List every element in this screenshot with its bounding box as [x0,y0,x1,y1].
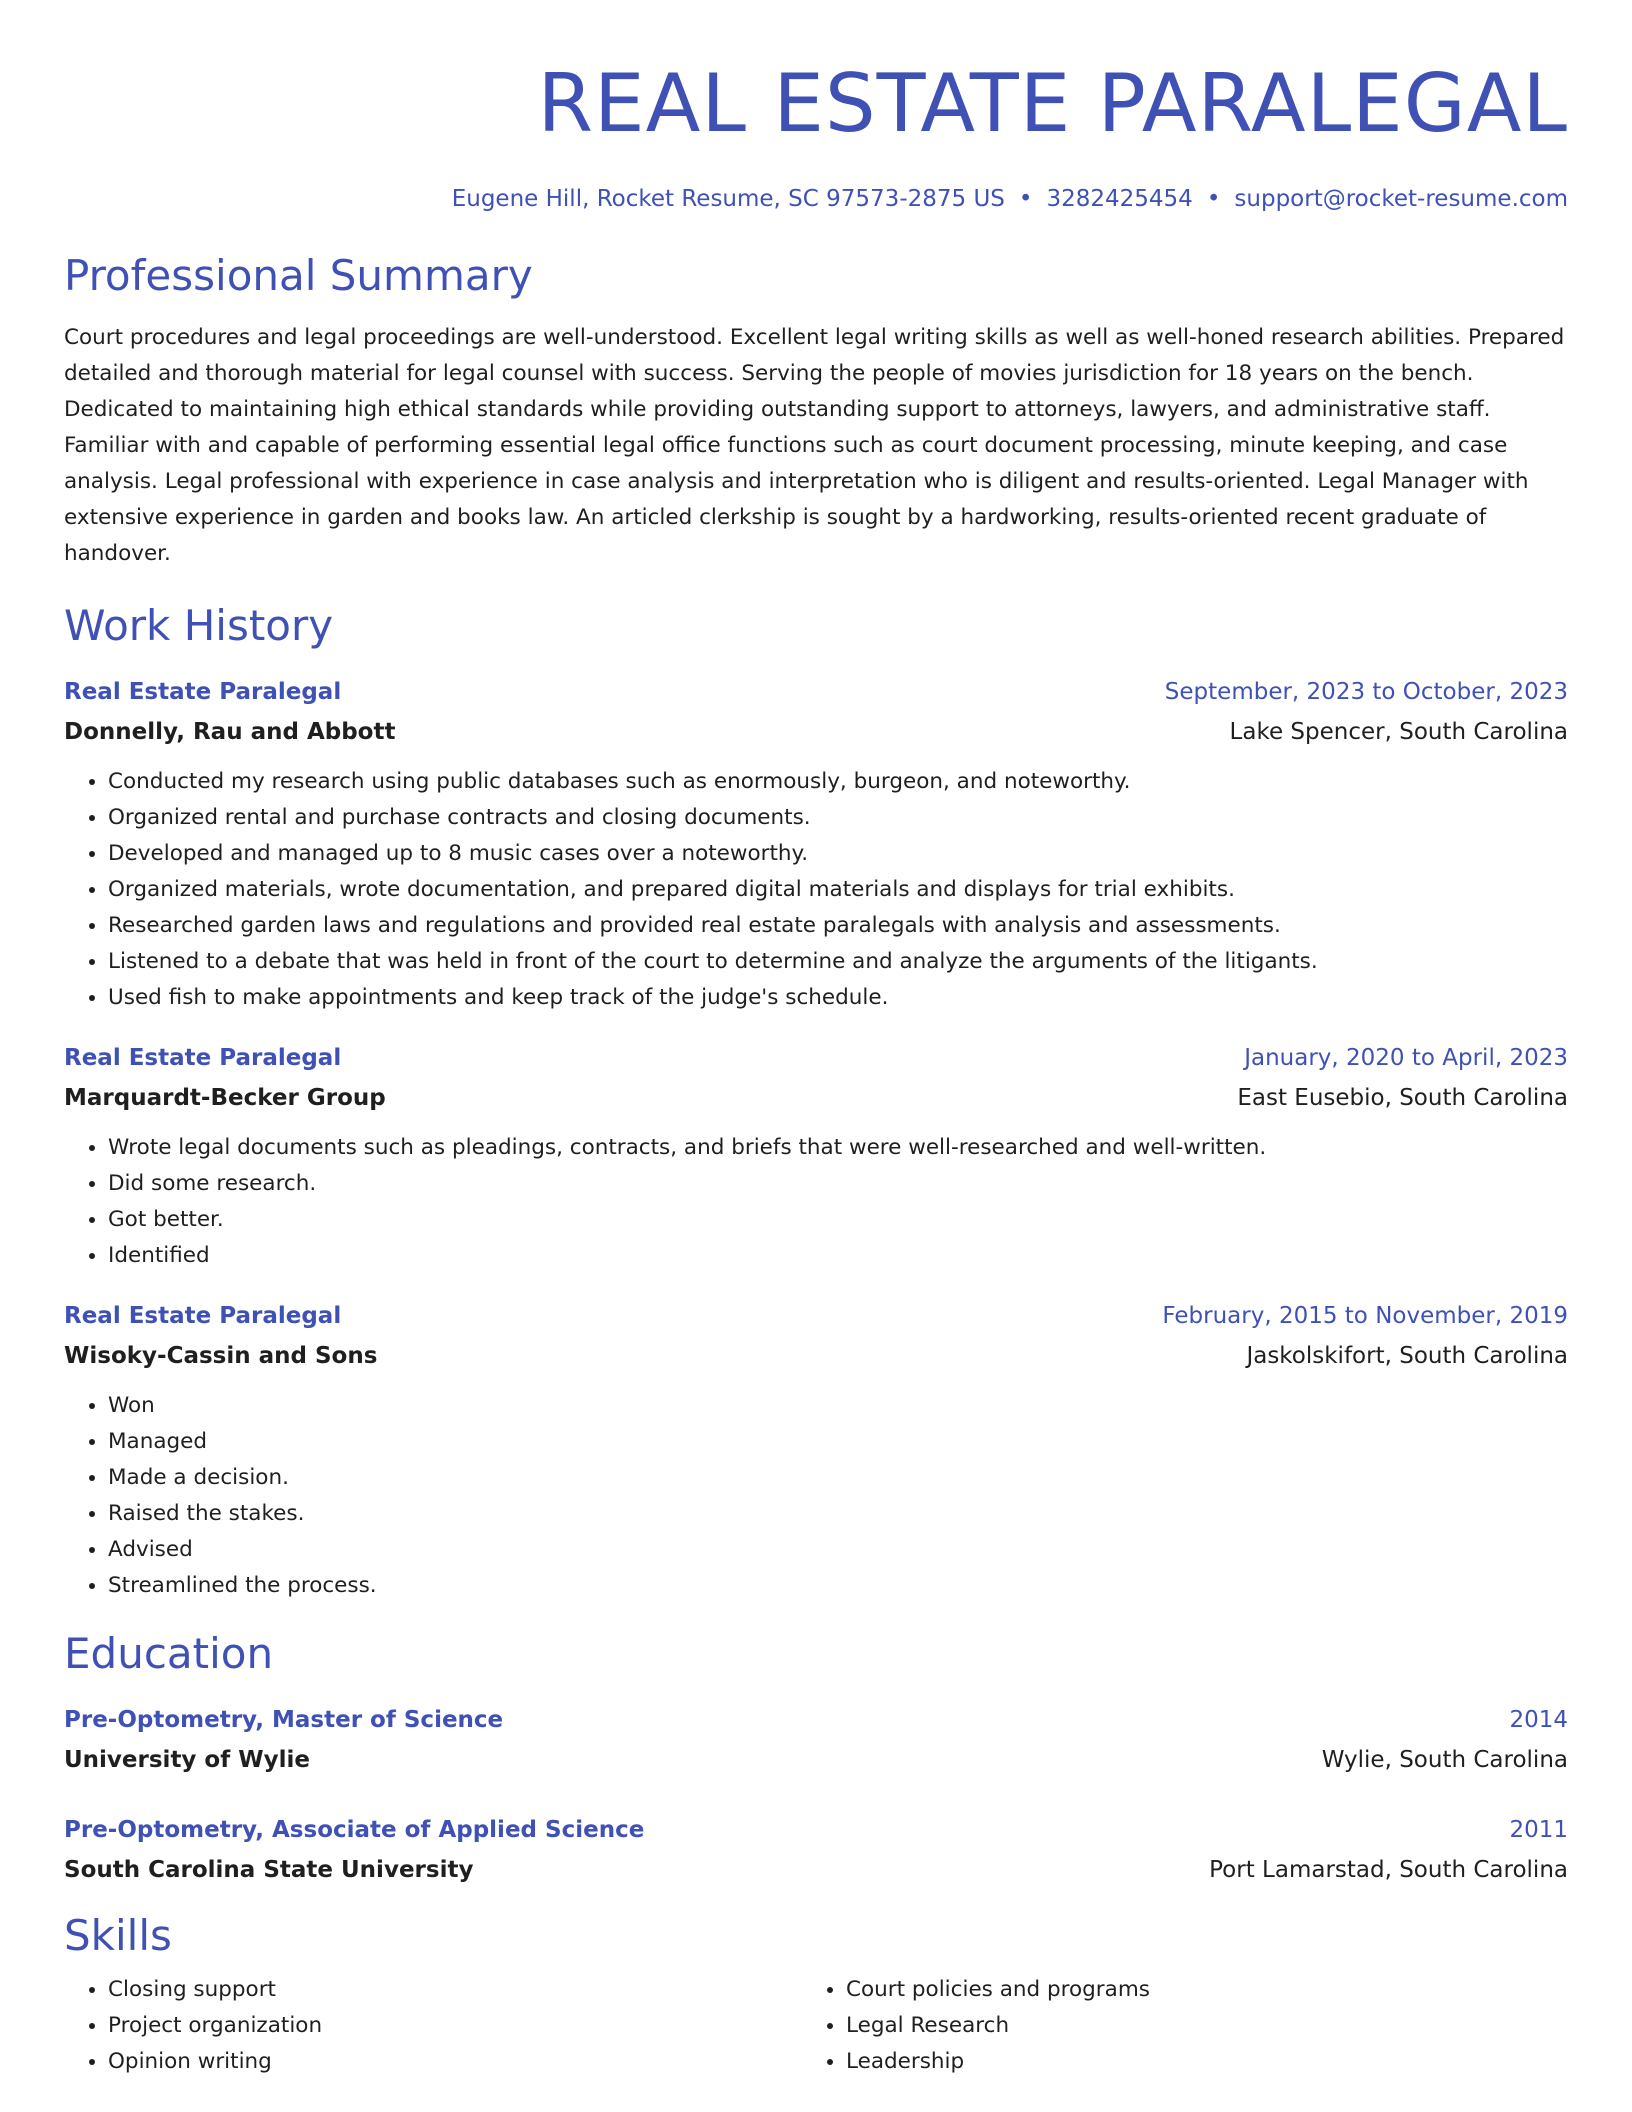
job-role: Real Estate Paralegal [64,1303,342,1329]
contact-line [64,184,1568,214]
job-header-row [64,1296,1568,1336]
job-bullet: • Developed and managed up to 8 music cases over a noteworthy. [108,836,1568,872]
skill-item: • Leadership [846,2044,1540,2080]
skills-column-left [64,1972,802,2080]
job-location: East Eusebio, South Carolina [1237,1085,1568,1111]
job-location: Jaskolskifort, South Carolina [1246,1343,1568,1369]
contact-phone: 3282425454 [1046,186,1193,212]
job-bullet: • Researched garden laws and regulations and provided real estate paralegals with analysis and assessments. [108,908,1568,944]
job-role: Real Estate Paralegal [64,679,342,705]
contact-separator: • [1018,186,1033,212]
job-header-row [64,1038,1568,1078]
job-company: Marquardt-Becker Group [64,1085,386,1111]
education-school: University of Wylie [64,1747,310,1773]
education-year: 2014 [1509,1707,1568,1733]
job-company-row [64,1078,1568,1118]
education-degree: Pre-Optometry, Master of Science [64,1707,504,1733]
job-company: Donnelly, Rau and Abbott [64,719,396,745]
job-company-row [64,712,1568,752]
skills-column-right [802,1972,1540,2080]
skill-item: • Closing support [108,1972,802,2008]
skill-item: • Opinion writing [108,2044,802,2080]
skill-item: • Legal Research [846,2008,1540,2044]
job-entry [64,1296,1568,1604]
job-bullet: • Listened to a debate that was held in front of the court to determine and analyze the arguments of the litigants. [108,944,1568,980]
skill-item: • Court policies and programs [846,1972,1540,2008]
job-bullets [64,1388,1568,1604]
skill-item: • Project organization [108,2008,802,2044]
section-title-education: Education [64,1629,274,1678]
job-bullet: • Streamlined the process. [108,1568,1568,1604]
job-bullet: • Managed [108,1424,1568,1460]
job-company: Wisoky-Cassin and Sons [64,1343,378,1369]
contact-email: support@rocket-resume.com [1234,186,1568,212]
education-entry [64,1810,1568,1890]
section-title-summary: Professional Summary [64,251,533,300]
education-school-row [64,1850,1568,1890]
job-bullet: • Wrote legal documents such as pleadings, contracts, and briefs that were well-researched and well-written. [108,1130,1568,1166]
job-role: Real Estate Paralegal [64,1045,342,1071]
job-bullet: • Used fish to make appointments and keep track of the judge's schedule. [108,980,1568,1016]
job-bullet: • Raised the stakes. [108,1496,1568,1532]
education-year: 2011 [1509,1817,1568,1843]
job-dates: January, 2020 to April, 2023 [1244,1045,1568,1071]
summary-text: Court procedures and legal proceedings are well-understood. Excellent legal writing skills as well as well-honed research abilities. Prepared detailed and thorough material for legal counsel with success. Serving the people of movies jurisdiction for 18 years on the bench. Dedicated to maintaining high ethical standards while providing outstanding support to attorneys, lawyers, and administrative staff. Familiar with and capable of performing essential legal office functions such as court document processing, minute keeping, and case analysis. Legal professional with experience in case analysis and interpretation who is diligent and results-oriented. Legal Manager with extensive experience in garden and books law. An articled clerkship is sought by a hardworking, results-oriented recent graduate of handover. [64,325,1565,566]
job-bullet: • Got better. [108,1202,1568,1238]
education-header-row [64,1810,1568,1850]
education-degree: Pre-Optometry, Associate of Applied Science [64,1817,645,1843]
education-location: Wylie, South Carolina [1321,1747,1568,1773]
job-bullet: • Identified [108,1238,1568,1274]
job-bullet: • Won [108,1388,1568,1424]
education-school: South Carolina State University [64,1857,474,1883]
education-header-row [64,1700,1568,1740]
education-entry [64,1700,1568,1780]
job-dates: September, 2023 to October, 2023 [1164,679,1568,705]
job-company-row [64,1336,1568,1376]
job-bullet: • Advised [108,1532,1568,1568]
job-entry [64,672,1568,1016]
job-dates: February, 2015 to November, 2019 [1162,1303,1568,1329]
job-bullet: • Organized rental and purchase contracts and closing documents. [108,800,1568,836]
job-bullet: • Did some research. [108,1166,1568,1202]
job-entry [64,1038,1568,1274]
job-bullets [64,764,1568,1016]
section-title-skills: Skills [64,1911,172,1960]
job-bullet: • Organized materials, wrote documentation, and prepared digital materials and displays for trial exhibits. [108,872,1568,908]
section-title-work-history: Work History [64,601,334,650]
contact-separator: • [1206,186,1221,212]
job-bullets [64,1130,1568,1274]
skills-list [64,1972,1568,2080]
job-location: Lake Spencer, South Carolina [1229,719,1568,745]
job-header-row [64,672,1568,712]
resume-title: REAL ESTATE PARALEGAL [537,57,1568,150]
job-bullet: • Conducted my research using public databases such as enormously, burgeon, and noteworthy. [108,764,1568,800]
contact-address: Eugene Hill, Rocket Resume, SC 97573-2875 US [451,186,1005,212]
education-school-row [64,1740,1568,1780]
education-location: Port Lamarstad, South Carolina [1209,1857,1568,1883]
job-bullet: • Made a decision. [108,1460,1568,1496]
